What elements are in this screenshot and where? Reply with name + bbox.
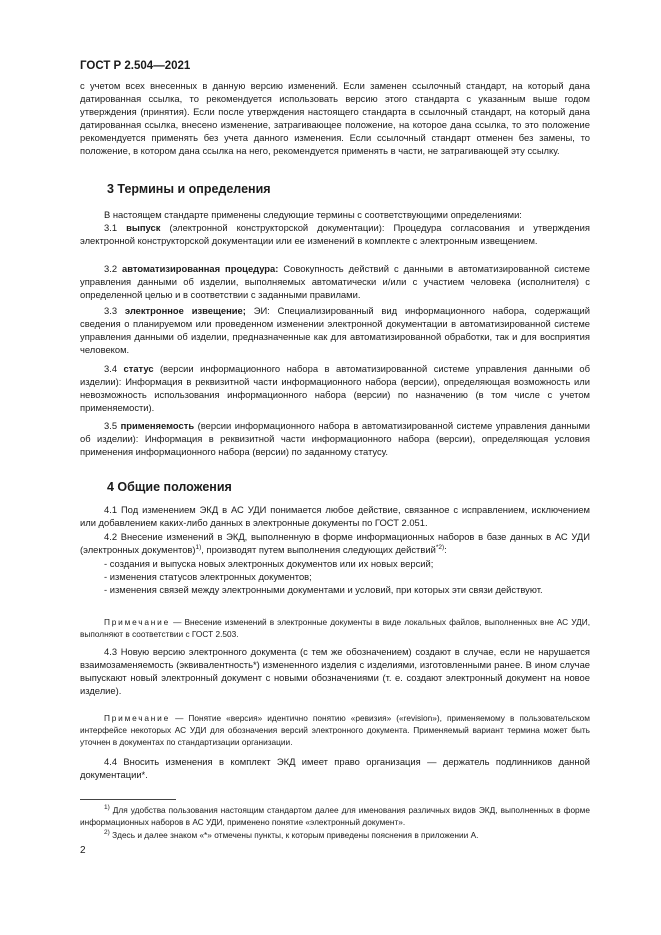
paragraph-text: 4.2 Внесение изменений в ЭКД, выполненную в форме информационных наборов в базе данных в АС УДИ (электронных документов) [80,531,590,555]
term-name: применяемость [120,420,195,431]
note-text: — Внесение изменений в электронные документы в виде локальных файлов, выполненных вне АС УДИ, выполняют в соответствии с ГОСТ 2.503. [80,617,590,639]
section-4-title: 4 Общие положения [107,480,232,494]
note-1 [80,616,590,640]
term-number: 3.3 [104,305,125,316]
footnote-text: Здесь и далее знаком «*» отмечены пункты, к которым приведены пояснения в приложении А. [109,830,479,840]
term-3-4 [80,362,590,414]
footnote-ref: 1) [195,543,202,551]
note-label: Примечание [104,713,171,723]
action-list [80,557,590,596]
term-name: выпуск [126,222,161,233]
term-definition: (версии информационного набора в автоматизированной системе управления данными об изделии): Информация в реквизитной части информационного набора (версии), определяющая возможность или невозможность использования информационного набора (версии) по назначению (в том числе с учетом применяемости). [80,363,590,413]
paragraph-text: , производят путем выполнения следующих действий [201,544,436,555]
note-label: Примечание [104,617,171,627]
footnote-2 [80,829,590,841]
term-number: 3.2 [104,263,123,274]
list-item: - изменения статусов электронных документов; [104,571,312,582]
footnote-1 [80,804,590,828]
term-number: 3.4 [104,363,124,374]
note-2 [80,712,590,748]
term-name: автоматизированная процедура: [122,263,279,274]
term-3-5 [80,419,590,458]
term-number: 3.1 [104,222,127,233]
term-definition: ЭИ: Специализированный вид информационного набора, содержащий сведения о планируемом или проведенном изменении электронной документации в автоматизированной системе управления данными об изделии, предназначенные как для автоматизированной обработки, так и для восприятия человеком. [80,305,591,355]
paragraph-4-3: 4.3 Новую версию электронного документа (с тем же обозначением) создают в случае, если не нарушается взаимозаменяемость (эквивалентность*) измененного изделия с изделиями, изготовленными ранее. В ином случае выпускают новый электронный документ с новыми обозначениями (т. е. создают электронный документ на новое изделие). [80,646,590,696]
footnote-ref: *2) [435,543,445,551]
term-definition: (электронной конструкторской документации): Процедура согласования и утверждения электронной конструкторской документации или ее изменений в комплекте с электронным извещением. [80,222,590,246]
term-3-1 [80,221,590,247]
paragraph-4-4: 4.4 Вносить изменения в комплект ЭКД имеет право организация — держатель подлинников данной документации*. [80,756,590,780]
intro-paragraph: с учетом всех внесенных в данную версию изменений. Если заменен ссылочный стандарт, на который дана датированная ссылка, то рекомендуется использовать версию этого стандарта с указанным выше годом утверждения (принятия). Если после утверждения настоящего стандарта в ссылочный стандарт, на который дана датированная ссылка, внесено изменение, затрагивающее положение, на которое дана ссылка, то это положение рекомендуется применять без учета данного изменения. Если ссылочный стандарт отменен без замены, то положение, в котором дана ссылка на него, рекомендуется применять в части, не затрагивающей эту ссылку. [80,80,590,156]
standard-header: ГОСТ Р 2.504—2021 [80,60,191,72]
term-name: электронное извещение; [124,305,246,316]
term-definition: (версии информационного набора в автоматизированной системе управления данными об изделии): Информация в реквизитной части информационного набора (версии), определяющая условия применения информационного набора (версии) по заданному статусу. [80,420,590,457]
paragraph-4-2 [80,530,590,556]
section-3-intro: В настоящем стандарте применены следующие термины с соответствующими определениями: [104,209,522,220]
term-3-2 [80,262,590,301]
section-3-title: 3 Термины и определения [107,182,271,196]
list-item: - создания и выпуска новых электронных документов или их новых версий; [104,558,434,569]
term-definition: Совокупность действий с данными в автоматизированной системе управления данными об изделии, выполняемых автоматически и/или с участием человека (исполнителя) с определенной целью и в соответствии с заданными правилами. [80,263,590,300]
term-name: статус [123,363,154,374]
footnote-mark: 2) [104,829,110,837]
footnote-mark: 1) [104,804,110,812]
footnote-text: Для удобства пользования настоящим стандартом далее для именования различных видов ЭКД, выполненных в форме информационных наборов в АС УДИ, применено понятие «электронный документ». [80,805,590,827]
note-text: — Понятие «версия» идентично понятию «ревизия» («revision»), применяемому в пользовательском интерфейсе некоторых АС УДИ для обозначения версий электронного документа. Применяемый вариант термина может быть уточнен в документах по стандартизации организации. [80,713,590,747]
paragraph-4-1: 4.1 Под изменением ЭКД в АС УДИ понимается любое действие, связанное с исправлением, исключением или добавлением каких-либо данных в электронные документы по ГОСТ 2.051. [80,504,590,528]
page-number: 2 [80,845,86,856]
list-item: - изменения связей между электронными документами и условий, при которых эти связи действуют. [104,584,543,595]
footnote-divider [80,799,176,800]
term-3-3 [80,304,590,356]
term-number: 3.5 [104,420,121,431]
paragraph-text: : [444,544,447,555]
